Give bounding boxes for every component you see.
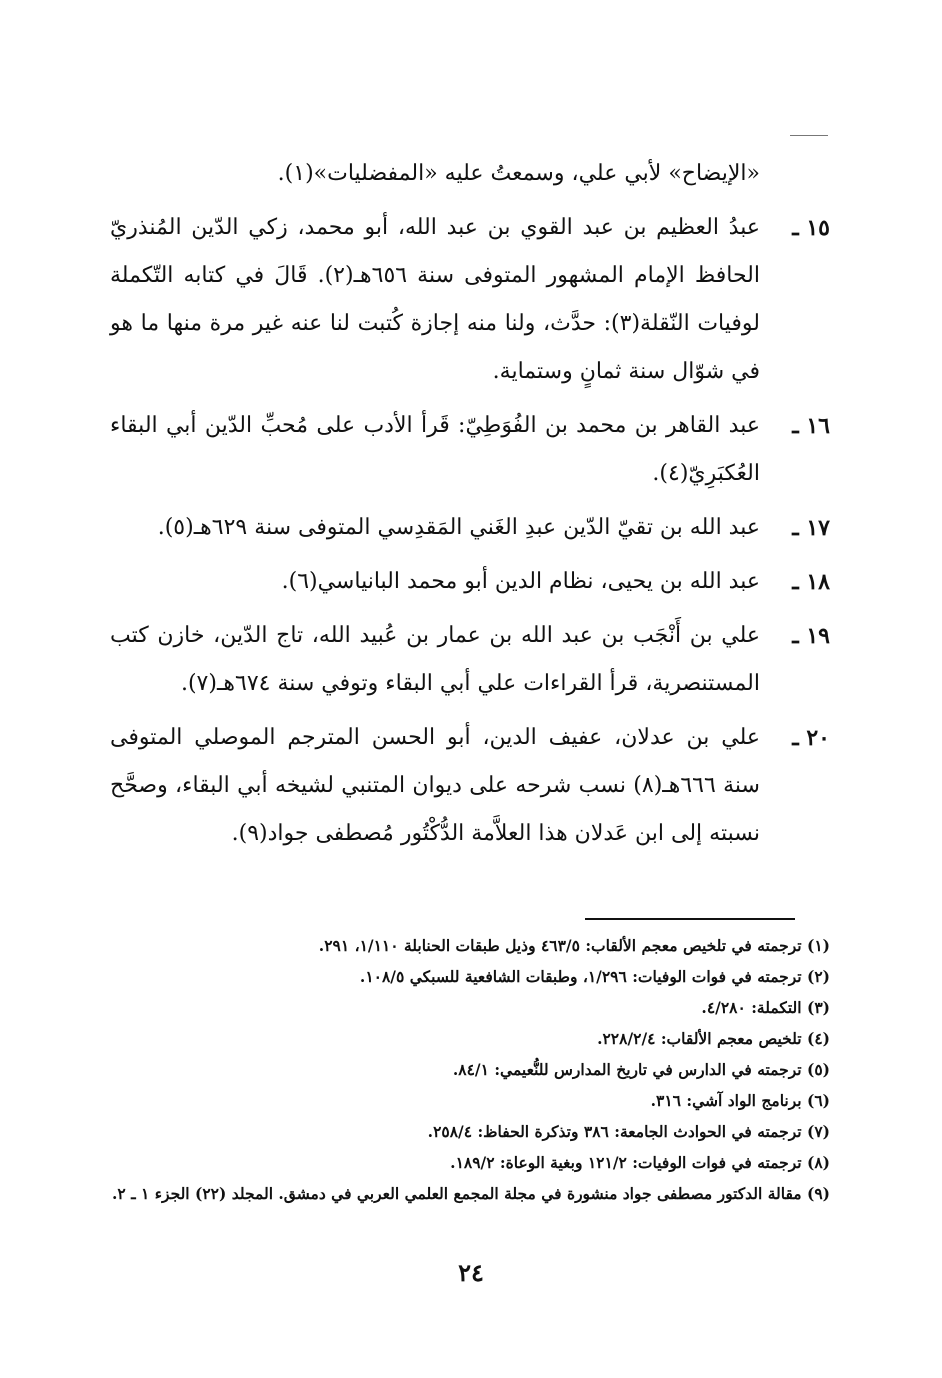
entry-number: ١٦ ـ: [792, 413, 830, 439]
footnote-8: (٨) ترجمته في فوات الوفيات: ١٢١/٢ وبغية الوعاة: ١٨٩/٢.: [450, 1153, 830, 1172]
entry-text: عبد القاهر بن محمد بن الفُوَطِيّ: قَرأ الأدب على مُحبِّ الدّين أبي البقاء العُكبَرِيّ(٤).: [110, 413, 760, 486]
entry-16: [110, 402, 830, 498]
footnote-9: (٩) مقالة الدكتور مصطفى جواد منشورة في مجلة المجمع العلمي العربي في دمشق. المجلد (٢٢) الجزء ١ ـ ٢.: [111, 1184, 830, 1203]
entry-number: ١٧ ـ: [792, 515, 830, 541]
entry-text: علي بن أَنْجَب بن عبد الله بن عمار بن عُبيد الله، تاج الدّين، خازن كتب المستنصرية، قرأ القراءات علي أبي البقاء وتوفي سنة ٦٧٤هـ(٧).: [110, 623, 761, 696]
footnotes: [110, 930, 830, 1209]
page-number: ٢٤: [458, 1258, 484, 1287]
entry-number: ١٨ ـ: [792, 569, 830, 595]
footnote-separator: [585, 918, 795, 920]
entry-number: ١٥ ـ: [792, 215, 830, 241]
entry-text: عبد الله بن يحيى، نظام الدين أبو محمد البانياسي(٦).: [281, 569, 760, 594]
entry-18: [110, 558, 830, 606]
entry-19: [110, 612, 830, 708]
main-text: [110, 150, 830, 864]
entry-17: [110, 504, 830, 552]
intro-paragraph: «الإيضاح» لأبي علي، وسمعتُ عليه «المفضليات»(١).: [277, 161, 760, 186]
entry-text: علي بن عدلان، عفيف الدين، أبو الحسن المترجم الموصلي المتوفى سنة ٦٦٦هـ(٨) نسب شرحه على ديوان المتنبي لشيخه أبي البقاء، وصحَّح نسبته إلى ابن عَدلان هذا العلاَّمة الدُّكْتُور مُصطفى جواد(٩).: [110, 725, 760, 846]
footnote-6: (٦) برنامج الواد آشي: ٣١٦.: [650, 1091, 830, 1110]
entry-text: عبد الله بن تقيّ الدّين عبدِ الغَني المَقدِسي المتوفى سنة ٦٢٩هـ(٥).: [157, 515, 760, 540]
entry-number: ٢٠ ـ: [792, 725, 830, 751]
top-rule: [790, 135, 828, 136]
entry-text: عبدُ العظيم بن عبد القوي بن عبد الله، أبو محمد، زكي الدّين المُنذريّ الحافظ الإمام المشهور المتوفى سنة ٦٥٦هـ(٢). قَالَ في كتابه التّكملة لوفيات النّقلة(٣): حدَّث، ولنا منه إجازة كُتبت لنا عنه غير مرة منها ما هو في شوّال سنة ثمانٍ وستماية.: [110, 215, 760, 384]
footnote-3: (٣) التكملة: ٤/٢٨٠.: [701, 998, 830, 1017]
footnote-5: (٥) ترجمته في الدارس في تاريخ المدارس للنُّعيمي: ٨٤/١.: [452, 1060, 830, 1079]
footnote-7: (٧) ترجمته في الحوادث الجامعة: ٣٨٦ وتذكرة الحفاظ: ٢٥٨/٤.: [427, 1122, 830, 1141]
entry-number: ١٩ ـ: [792, 623, 830, 649]
footnote-1: (١) ترجمته في تلخيص معجم الألقاب: ٤٦٣/٥ وذيل طبقات الحنابلة ١/١١٠، ٢٩١.: [318, 936, 830, 955]
footnote-4: (٤) تلخيص معجم الألقاب: ٢٢٨/٢/٤.: [597, 1029, 830, 1048]
entry-15: [110, 204, 830, 396]
entry-20: [110, 714, 830, 858]
footnote-2: (٢) ترجمته في فوات الوفيات: ١/٢٩٦، وطبقات الشافعية للسبكي ١٠٨/٥.: [359, 967, 830, 986]
